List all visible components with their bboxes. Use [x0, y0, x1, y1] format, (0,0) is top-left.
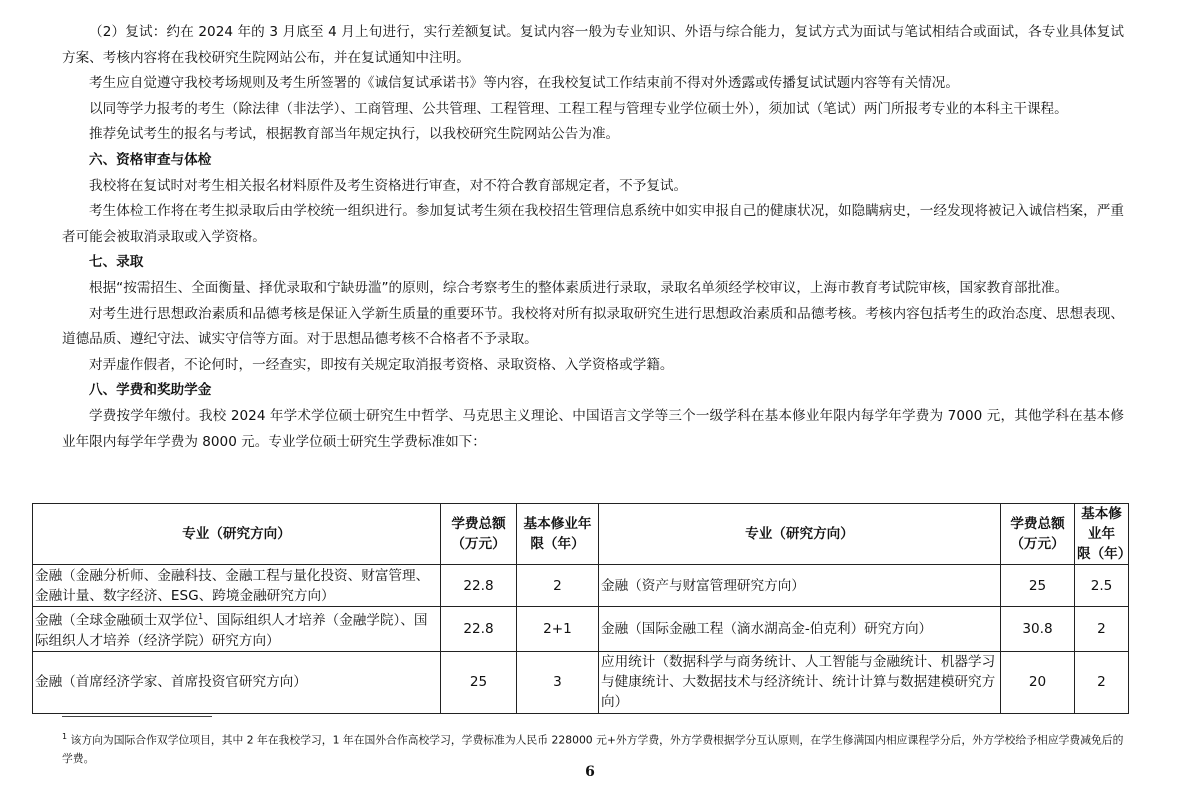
cell-fee: 25 [1001, 565, 1075, 607]
header-fee-right: 学费总额 （万元） [1001, 504, 1075, 565]
cell-years: 2 [517, 565, 599, 607]
cell-major: 金融（金融分析师、金融科技、金融工程与量化投资、财富管理、金融计量、数字经济、ESG、跨境金融研究方向） [33, 565, 441, 607]
table-row [33, 607, 1129, 652]
footnote-marker: 1 [62, 732, 68, 741]
cell-major: 金融（首席经济学家、首席投资官研究方向） [33, 651, 441, 713]
page-number: 6 [585, 764, 595, 780]
cell-years: 3 [517, 651, 599, 713]
footnote-divider [62, 716, 212, 717]
cell-major: 应用统计（数据科学与商务统计、人工智能与金融统计、机器学习与健康统计、大数据技术与经济统计、统计计算与数据建模研究方向） [599, 651, 1001, 713]
table-row [33, 565, 1129, 607]
footnote [62, 728, 1124, 768]
paragraph-review: 我校将在复试时对考生相关报名材料原件及考生资格进行审查，对不符合教育部规定者，不予复试。 [89, 177, 688, 194]
footnote-ref: 1 [198, 612, 204, 621]
table-row [33, 651, 1129, 713]
heading-admission: 七、录取 [89, 254, 144, 271]
paragraph-principle: 根据“按需招生、全面衡量、择优录取和宁缺毋滥”的原则，综合考察考生的整体素质进行录取，录取名单须经学校审议，上海市教育考试院审核，国家教育部批准。 [89, 279, 1069, 296]
header-major-right: 专业（研究方向） [599, 504, 1001, 565]
paragraph-health: 考生体检工作将在考生拟录取后由学校统一组织进行。参加复试考生须在我校招生管理信息系统中如实申报自己的健康状况，如隐瞒病史，一经发现将被记入诚信档案，严重者可能会被取消录取或入学资格。 [62, 203, 1124, 245]
cell-fee: 25 [441, 651, 517, 713]
cell-major: 金融（国际金融工程（滴水湖高金-伯克利）研究方向） [599, 607, 1001, 652]
header-years-right: 基本修业年 限（年） [1075, 504, 1129, 565]
paragraph-fees: 学费按学年缴付。我校 2024 年学术学位硕士研究生中哲学、马克思主义理论、中国语言文学等三个一级学科在基本修业年限内每学年学费为 7000 元，其他学科在基本修业年限内每学年学费为 8000 元。专业学位硕士研究生学费标准如下： [62, 407, 1124, 450]
cell-years: 2.5 [1075, 565, 1129, 607]
cell-major: 金融（资产与财富管理研究方向） [599, 565, 1001, 607]
cell-years: 2 [1075, 607, 1129, 652]
cell-years: 2 [1075, 651, 1129, 713]
paragraph-moral: 对考生进行思想政治素质和品德考核是保证入学新生质量的重要环节。我校将对所有拟录取研究生进行思想政治素质和品德考核。考核内容包括考生的政治态度、思想表现、道德品质、遵纪守法、诚实守信等方面。对于思想品德考核不合格者不予录取。 [62, 305, 1124, 348]
footnote-text: 该方向为国际合作双学位项目，其中 2 年在我校学习，1 年在国外合作高校学习，学费标准为人民币 228000 元+外方学费，外方学费根据学分互认原则，在学生修满国内相应课程学分后，外方学校给予相应学费减免后的学费。 [62, 733, 1124, 765]
heading-fees: 八、学费和奖助学金 [89, 382, 212, 399]
header-years-left: 基本修业年 限（年） [517, 504, 599, 565]
cell-years: 2+1 [517, 607, 599, 652]
body-text [62, 20, 1124, 455]
cell-major: 金融（全球金融硕士双学位$^1$、国际组织人才培养（金融学院）、国际组织人才培养（经济学院）研究方向） [33, 607, 441, 652]
cell-fee: 22.8 [441, 607, 517, 652]
heading-qualification: 六、资格审查与体检 [89, 151, 212, 168]
header-fee-left: 学费总额 （万元） [441, 504, 517, 565]
header-major-left: 专业（研究方向） [33, 504, 441, 565]
paragraph-recommended: 推荐免试考生的报名与考试，根据教育部当年规定执行，以我校研究生院网站公告为准。 [89, 126, 620, 143]
paragraph-integrity: 考生应自觉遵守我校考场规则及考生所签署的《诚信复试承诺书》等内容，在我校复试工作结束前不得对外透露或传播复试试题内容等有关情况。 [89, 75, 959, 92]
cell-fee: 30.8 [1001, 607, 1075, 652]
table-header-row [33, 504, 1129, 565]
paragraph-equivalent: 以同等学力报考的考生（除法律（非法学）、工商管理、公共管理、工程管理、工程工程与管理专业学位硕士外），须加试（笔试）两门所报考专业的本科主干课程。 [89, 100, 1068, 117]
cell-fee: 20 [1001, 651, 1075, 713]
paragraph-fraud: 对弄虚作假者，不论何时，一经查实，即按有关规定取消报考资格、录取资格、入学资格或学籍。 [89, 356, 674, 373]
fee-table [32, 503, 1132, 714]
paragraph-retest: （2）复试：约在 2024 年的 3 月底至 4 月上旬进行，实行差额复试。复试内容一般为专业知识、外语与综合能力，复试方式为面试与笔试相结合或面试，各专业具体复试方案、考核内容将在我校研究生院网站公布，并在复试通知中注明。 [62, 24, 1124, 66]
cell-fee: 22.8 [441, 565, 517, 607]
